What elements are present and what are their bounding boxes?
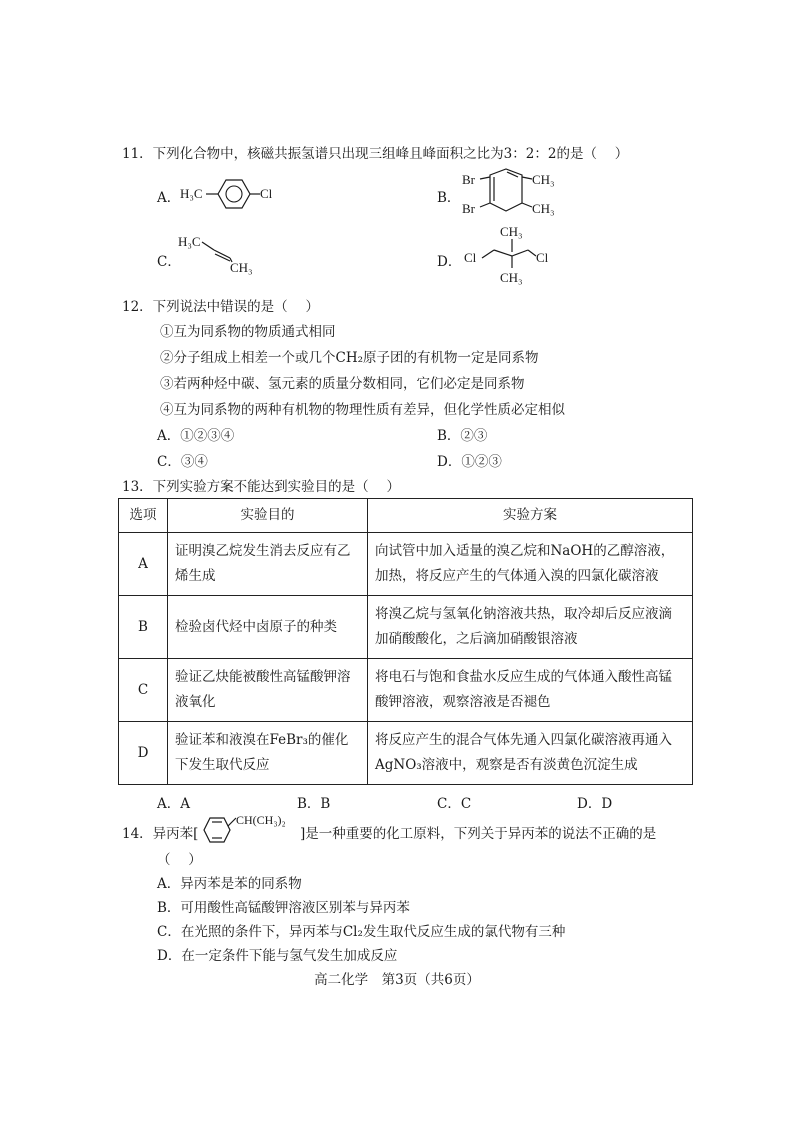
- q14-option-c: C．在光照的条件下，异丙苯与Cl₂发生取代反应生成的氯代物有三种: [157, 924, 566, 940]
- row-option: A: [119, 533, 168, 596]
- q11-d-ch3-bottom-label: CH₃: [500, 270, 523, 285]
- table-row: [119, 596, 693, 659]
- q14-ch-group-label: CH(CH₃)₂: [236, 813, 286, 827]
- q11-b-ch3-2-label: CH₃: [532, 201, 555, 216]
- q14-option-d: D．在一定条件下能与氢气发生加成反应: [157, 948, 398, 964]
- q14-title-prefix: 14．异丙苯[: [122, 826, 199, 842]
- row-purpose: 检验卤代烃中卤原子的种类: [168, 596, 368, 659]
- row-purpose: 验证乙炔能被酸性高锰酸钾溶液氧化: [168, 659, 368, 722]
- q11-d-cl-right-label: Cl: [536, 250, 549, 265]
- q11-option-b-structure: [460, 165, 570, 225]
- q11-c-ch3-label: CH₃: [230, 260, 253, 275]
- row-option: D: [119, 722, 168, 785]
- q11-d-cl-left-label: Cl: [464, 250, 477, 265]
- q12-title: 12．下列说法中错误的是（ ）: [122, 299, 319, 315]
- q13-option-d: D．D: [577, 796, 613, 812]
- q13-option-b: B．B: [297, 796, 331, 812]
- page-footer: 高二化学 第3页（共6页）: [314, 972, 480, 988]
- table-row: [119, 722, 693, 785]
- row-purpose: 验证苯和液溴在FeBr₃的催化下发生取代反应: [168, 722, 368, 785]
- row-plan: 将溴乙烷与氢氧化钠溶液共热，取冷却后反应液滴加硝酸酸化，之后滴加硝酸银溶液: [368, 596, 693, 659]
- q12-option-b: B．②③: [437, 428, 488, 444]
- q12-option-d: D．①②③: [437, 454, 502, 470]
- q13-title: 13．下列实验方案不能达到实验目的是（ ）: [122, 479, 400, 495]
- q11-a-cl-label: Cl: [260, 186, 273, 201]
- q11-d-ch3-top-label: CH₃: [500, 224, 523, 239]
- q11-option-a-letter: A．: [157, 190, 181, 206]
- q14-cumene-structure: [200, 812, 300, 848]
- header-plan: 实验方案: [368, 499, 693, 533]
- q12-statement-1: ①互为同系物的物质通式相同: [160, 324, 336, 340]
- q11-b-br1-label: Br: [462, 172, 475, 187]
- row-plan: 向试管中加入适量的溴乙烷和NaOH的乙醇溶液，加热，将反应产生的气体通入溴的四氯化碳溶液: [368, 533, 693, 596]
- q11-title: 11．下列化合物中，核磁共振氢谱只出现三组峰且峰面积之比为3：2：2的是（ ）: [122, 146, 629, 162]
- q11-option-c-structure: [176, 232, 266, 276]
- q14-option-b: B．可用酸性高锰酸钾溶液区别苯与异丙苯: [157, 900, 410, 916]
- q11-b-ch3-1-label: CH₃: [532, 172, 555, 187]
- table-row: [119, 659, 693, 722]
- header-purpose: 实验目的: [168, 499, 368, 533]
- header-option: 选项: [119, 499, 168, 533]
- q14-title-suffix: ]是一种重要的化工原料，下列关于异丙苯的说法不正确的是: [300, 826, 657, 842]
- row-plan: 将反应产生的混合气体先通入四氯化碳溶液再通入AgNO₃溶液中，观察是否有淡黄色沉淀生成: [368, 722, 693, 785]
- row-option: C: [119, 659, 168, 722]
- q13-option-a: A．A: [157, 796, 190, 812]
- q11-option-d-structure: [460, 222, 560, 286]
- q11-b-br2-label: Br: [462, 201, 475, 216]
- q13-experiment-table: [118, 498, 693, 785]
- table-header-row: [119, 499, 693, 533]
- q11-option-d-letter: D．: [437, 254, 462, 270]
- q12-option-a: A．①②③④: [157, 428, 235, 444]
- row-option: B: [119, 596, 168, 659]
- q14-option-a: A．异丙苯是苯的同系物: [157, 876, 302, 892]
- q14-blank: （ ）: [157, 852, 202, 868]
- q12-statement-3: ③若两种烃中碳、氢元素的质量分数相同，它们必定是同系物: [160, 376, 525, 392]
- q13-option-c: C．C: [437, 796, 472, 812]
- q12-statement-4: ④互为同系物的两种有机物的物理性质有差异，但化学性质必定相似: [160, 402, 565, 418]
- q11-c-h3c-label: H₃C: [178, 234, 201, 249]
- q11-option-c-letter: C．: [157, 254, 181, 270]
- row-plan: 将电石与饱和食盐水反应生成的气体通入酸性高锰酸钾溶液，观察溶液是否褪色: [368, 659, 693, 722]
- q11-option-b-letter: B．: [437, 190, 461, 206]
- q12-statement-2: ②分子组成上相差一个或几个CH₂原子团的有机物一定是同系物: [160, 350, 539, 366]
- q11-option-a-structure: [180, 170, 290, 218]
- table-row: [119, 533, 693, 596]
- q12-option-c: C．③④: [157, 454, 208, 470]
- row-purpose: 证明溴乙烷发生消去反应有乙烯生成: [168, 533, 368, 596]
- q11-a-h3c-label: H₃C: [180, 186, 203, 201]
